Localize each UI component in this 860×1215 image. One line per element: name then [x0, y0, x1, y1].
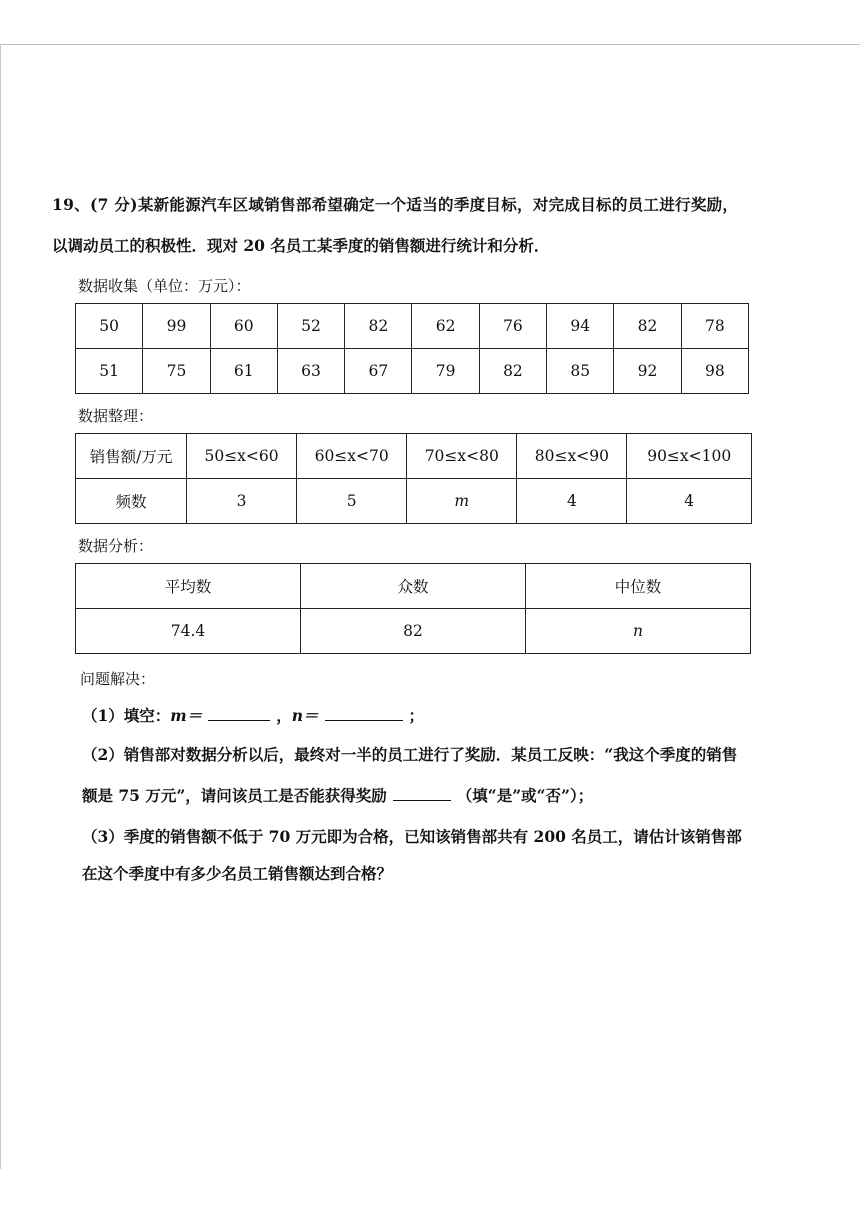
- table-row: [76, 304, 749, 349]
- data-analysis-table: [75, 563, 751, 654]
- row-header-sales: 销售额/万元: [76, 434, 187, 479]
- part-2-line-1: （2）销售部对数据分析以后，最终对一半的员工进行了奖励．某员工反映：“我这个季度的销售: [82, 745, 738, 764]
- data-collection-label: 数据收集（单位：万元）：: [78, 277, 251, 295]
- table-cell: 63: [277, 349, 344, 394]
- header-mode: 众数: [301, 564, 526, 609]
- table-row: [76, 564, 751, 609]
- frequency-cell: 3: [187, 479, 297, 524]
- answer-blank-m[interactable]: [208, 705, 270, 721]
- part-3-line-2: 在这个季度中有多少名员工销售额达到合格？: [82, 864, 393, 883]
- part-2-text: 额是 75 万元”，请问该员工是否能获得奖励: [82, 786, 387, 805]
- table-row: [76, 479, 752, 524]
- value-mean: 74.4: [76, 609, 301, 654]
- table-cell: 78: [681, 304, 748, 349]
- table-cell: 67: [345, 349, 412, 394]
- part-1-separator: ，: [276, 706, 292, 725]
- answer-blank-reward[interactable]: [393, 785, 451, 801]
- page-left-border: [0, 44, 1, 1169]
- problem-solving-label: 问题解决：: [80, 670, 156, 688]
- data-organization-label: 数据整理：: [78, 407, 154, 425]
- table-cell: 85: [547, 349, 614, 394]
- part-1-m-label: m＝: [170, 706, 203, 725]
- part-1-line: [82, 705, 424, 726]
- frequency-cell-m: m: [407, 479, 517, 524]
- question-line-2: 以调动员工的积极性．现对 20 名员工某季度的销售额进行统计和分析．: [52, 236, 550, 255]
- question-text-1: 某新能源汽车区域销售部希望确定一个适当的季度目标，对完成目标的员工进行奖励，: [137, 195, 739, 214]
- range-cell: 50≤x<60: [187, 434, 297, 479]
- part-2-hint: （填“是”或“否”）；: [456, 786, 594, 805]
- range-cell: 60≤x<70: [297, 434, 407, 479]
- table-cell: 82: [614, 304, 681, 349]
- table-row: [76, 609, 751, 654]
- range-cell: 70≤x<80: [407, 434, 517, 479]
- frequency-cell: 4: [627, 479, 752, 524]
- data-organization-table: [75, 433, 752, 524]
- frequency-cell: 5: [297, 479, 407, 524]
- table-row: [76, 434, 752, 479]
- row-header-frequency: 频数: [76, 479, 187, 524]
- range-cell: 90≤x<100: [627, 434, 752, 479]
- table-cell: 76: [479, 304, 546, 349]
- range-cell: 80≤x<90: [517, 434, 627, 479]
- table-cell: 62: [412, 304, 479, 349]
- table-cell: 75: [143, 349, 210, 394]
- table-cell: 94: [547, 304, 614, 349]
- part-3-line-1: （3）季度的销售额不低于 70 万元即为合格，已知该销售部共有 200 名员工，请估计该销售部: [82, 827, 742, 846]
- header-median: 中位数: [526, 564, 751, 609]
- question-line-1: [52, 195, 738, 215]
- table-cell: 50: [76, 304, 143, 349]
- frequency-cell: 4: [517, 479, 627, 524]
- table-cell: 92: [614, 349, 681, 394]
- table-cell: 52: [277, 304, 344, 349]
- part-1-n-label: n＝: [291, 706, 319, 725]
- table-row: [76, 349, 749, 394]
- table-cell: 79: [412, 349, 479, 394]
- table-cell: 60: [210, 304, 277, 349]
- table-cell: 61: [210, 349, 277, 394]
- page-top-border: [0, 44, 860, 45]
- data-analysis-label: 数据分析：: [78, 537, 154, 555]
- part-1-prefix: （1）填空：: [82, 706, 171, 725]
- question-number: 19、(7 分): [52, 195, 138, 214]
- table-cell: 51: [76, 349, 143, 394]
- value-median: n: [526, 609, 751, 654]
- data-collection-table: [75, 303, 749, 394]
- answer-blank-n[interactable]: [325, 705, 403, 721]
- part-1-end: ；: [408, 706, 425, 725]
- part-2-line-2: [82, 785, 593, 806]
- table-cell: 82: [479, 349, 546, 394]
- table-cell: 82: [345, 304, 412, 349]
- value-mode: 82: [301, 609, 526, 654]
- table-cell: 99: [143, 304, 210, 349]
- table-cell: 98: [681, 349, 748, 394]
- header-mean: 平均数: [76, 564, 301, 609]
